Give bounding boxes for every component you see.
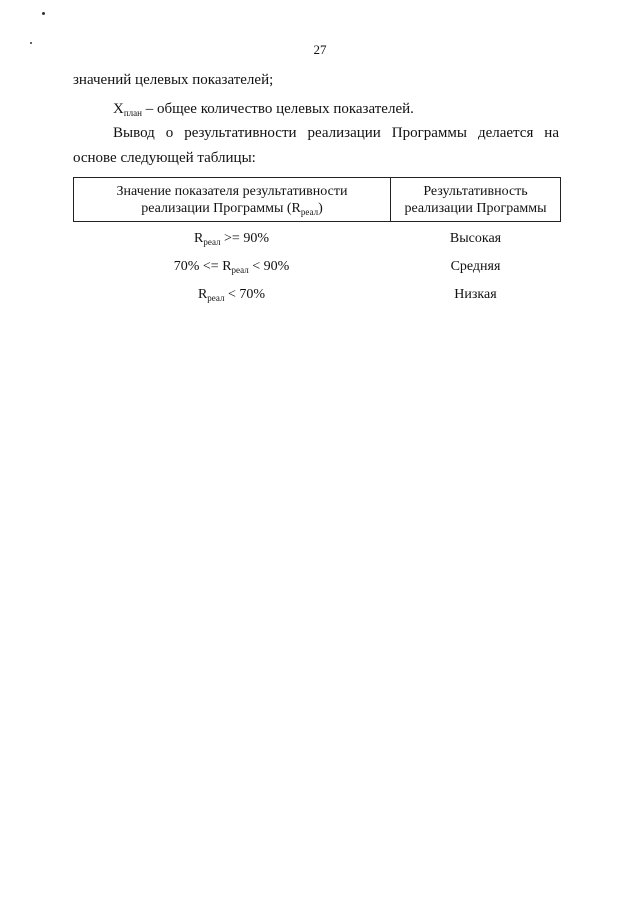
table-row — [73, 287, 561, 303]
header-text: Значение показателя результативности — [116, 183, 348, 199]
header-cell-indicator — [74, 178, 391, 221]
result-cell: Средняя — [450, 259, 501, 274]
result-cell: Низкая — [454, 287, 497, 302]
header-text: Результативность — [423, 183, 528, 199]
text-fragment: Вывод о результативности реализации Программы делается на — [113, 125, 559, 141]
text-line — [73, 72, 273, 89]
condition-cell — [73, 259, 390, 275]
text-fragment: основе следующей таблицы: — [73, 150, 256, 166]
condition-text: R — [194, 231, 204, 246]
scan-speck — [42, 12, 45, 15]
condition-cell — [73, 287, 390, 303]
condition-subscript: реал — [203, 237, 221, 247]
symbol-x: X — [113, 101, 124, 117]
condition-text: >= 90% — [220, 231, 269, 246]
condition-subscript: реал — [231, 265, 249, 275]
header-text-part: реализации Программы (R — [141, 200, 301, 216]
paragraph-line — [73, 150, 256, 167]
table-row — [73, 259, 561, 275]
header-text-part: ) — [318, 200, 323, 216]
condition-text: < 90% — [248, 259, 290, 274]
condition-subscript: реал — [207, 293, 225, 303]
condition-text: R — [197, 287, 208, 302]
paragraph-line — [113, 125, 559, 142]
definition-text: – общее количество целевых показателей. — [141, 101, 414, 117]
table-row — [73, 231, 561, 247]
condition-text: < 70% — [224, 287, 266, 302]
definition-line — [113, 101, 414, 118]
table-header — [73, 177, 561, 222]
condition-cell — [73, 231, 390, 247]
text-fragment: значений целевых показателей; — [73, 72, 274, 88]
symbol-subscript: план — [123, 108, 142, 118]
header-subscript: реал — [300, 206, 319, 217]
header-text — [74, 200, 390, 217]
header-text: реализации Программы — [404, 200, 547, 216]
condition-text: 70% <= R — [173, 259, 232, 274]
header-cell-result — [391, 178, 560, 221]
result-cell: Высокая — [449, 231, 502, 246]
page-number: 27 — [313, 42, 327, 57]
